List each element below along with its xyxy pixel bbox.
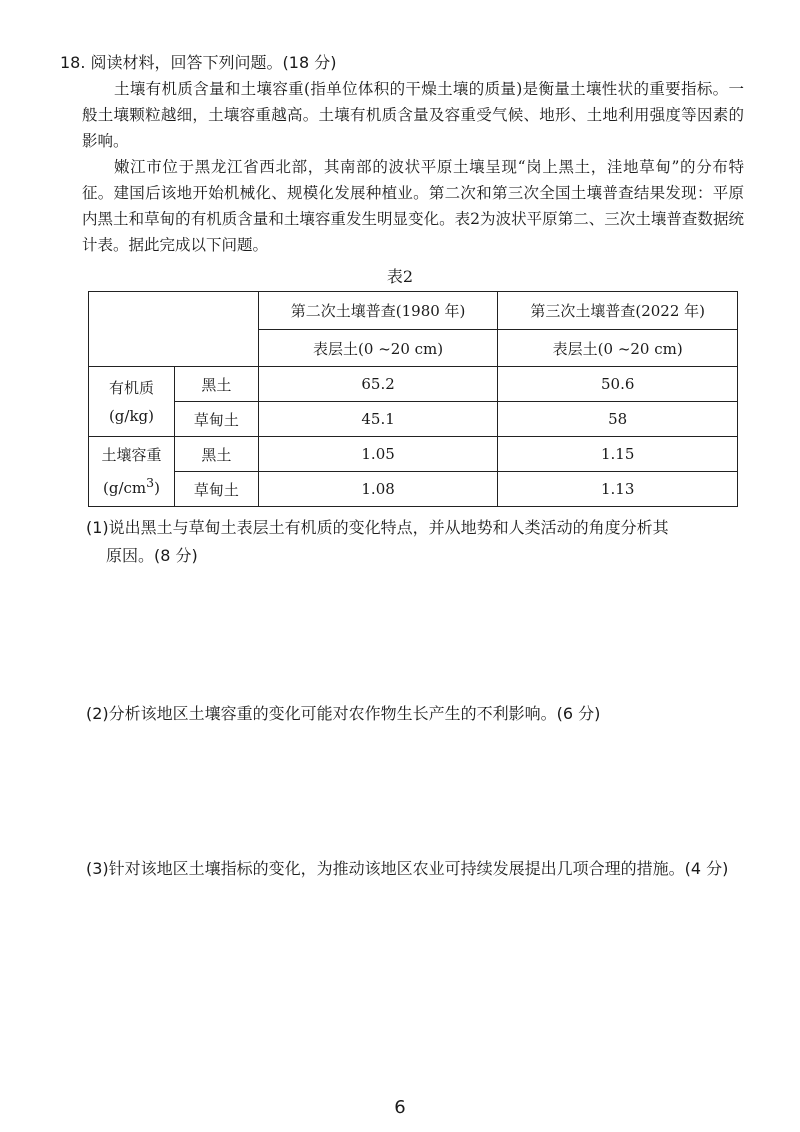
- density-meadow-soil-name: 草甸土: [174, 472, 258, 507]
- material-paragraph-1: 土壤有机质含量和土壤容重(指单位体积的干燥土壤的质量)是衡量土壤性状的重要指标。一般土壤颗粒越细，土壤容重越高。土壤有机质含量及容重受气候、地形、土地利用强度等因素的影响。: [82, 80, 744, 150]
- bulk-density-label: [89, 437, 175, 507]
- page-number: 6: [394, 1097, 406, 1118]
- organic-meadow-soil-1980: 45.1: [258, 402, 498, 437]
- sub-question-2: (2)分析该地区土壤容重的变化可能对农作物生长产生的不利影响。(6 分): [86, 704, 601, 723]
- question-title: 18. 阅读材料，回答下列问题。(18 分): [60, 53, 337, 72]
- bulk-density-unit-pre: (g/cm: [102, 479, 147, 497]
- organic-label-unit: (g/kg): [108, 406, 154, 425]
- organic-black-soil-name: 黑土: [174, 367, 258, 402]
- sub-question-1-line1: (1)说出黑土与草甸土表层土有机质的变化特点，并从地势和人类活动的角度分析其: [86, 518, 669, 537]
- survey2-header: 第二次土壤普查(1980 年): [258, 292, 498, 330]
- bulk-density-label-unit: [102, 475, 160, 497]
- density-black-soil-name: 黑土: [174, 437, 258, 472]
- organic-meadow-soil-name: 草甸土: [174, 402, 258, 437]
- table-corner-cell: [89, 292, 259, 367]
- survey3-header: 第三次土壤普查(2022 年): [498, 292, 738, 330]
- density-meadow-soil-1980: 1.08: [258, 472, 498, 507]
- organic-black-soil-2022: 50.6: [498, 367, 738, 402]
- organic-label-name: 有机质: [108, 378, 154, 397]
- sub-question-3: (3)针对该地区土壤指标的变化，为推动该地区农业可持续发展提出几项合理的措施。(4 分): [86, 859, 729, 878]
- density-meadow-soil-2022: 1.13: [498, 472, 738, 507]
- organic-matter-label: [89, 367, 175, 437]
- material-paragraph-2: 嫩江市位于黑龙江省西北部，其南部的波状平原土壤呈现“岗上黑土，洼地草甸”的分布特征。建国后该地开始机械化、规模化发展种植业。第二次和第三次全国土壤普查结果发现：平原内黑土和草甸的有机质含量和土壤容重发生明显变化。表2为波状平原第二、三次土壤普查数据统计表。据此完成以下问题。: [82, 158, 744, 254]
- bulk-density-unit-post: ): [154, 479, 160, 497]
- survey3-layer: 表层土(0 ~20 cm): [498, 330, 738, 367]
- sub-question-1-line2: 原因。(8 分): [106, 546, 198, 565]
- organic-black-soil-1980: 65.2: [258, 367, 498, 402]
- bulk-density-label-name: 土壤容重: [101, 446, 162, 464]
- density-black-soil-1980: 1.05: [258, 437, 498, 472]
- bulk-density-unit-sup: 3: [146, 475, 155, 490]
- density-black-soil-2022: 1.15: [498, 437, 738, 472]
- sub-question-1: [86, 514, 746, 570]
- survey2-layer: 表层土(0 ~20 cm): [258, 330, 498, 367]
- soil-survey-table: [88, 291, 738, 507]
- organic-meadow-soil-2022: 58: [498, 402, 738, 437]
- table-caption: 表2: [386, 267, 414, 286]
